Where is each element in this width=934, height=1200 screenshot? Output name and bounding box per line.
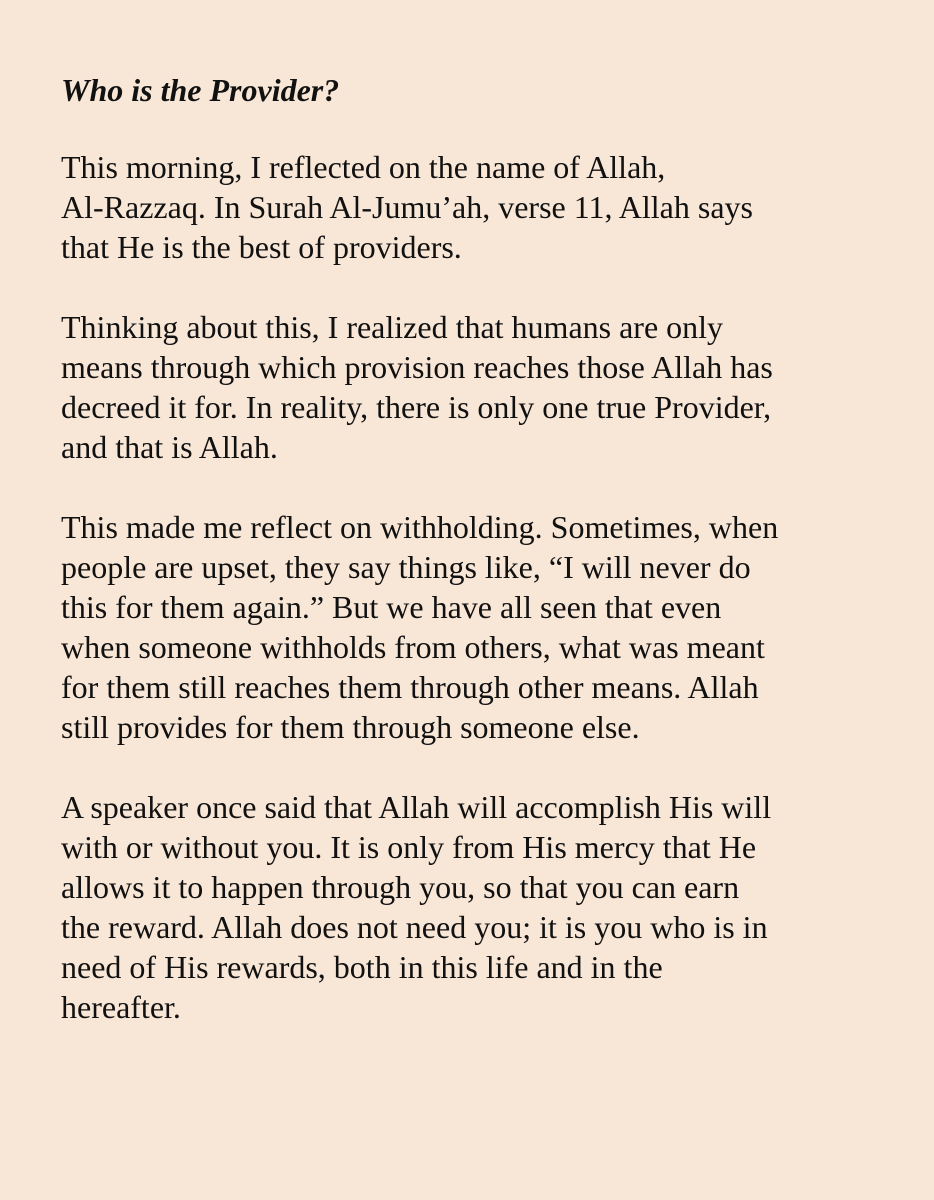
document-title: Who is the Provider? [61, 72, 340, 108]
text-line: and that is Allah. [61, 429, 278, 465]
paragraph-4 [61, 787, 884, 1027]
text-line: hereafter. [61, 989, 181, 1025]
text-line: with or without you. It is only from His mercy that He [61, 829, 757, 865]
text-line: for them still reaches them through other means. Allah [61, 669, 759, 705]
paragraph-1 [61, 147, 884, 267]
text-line: people are upset, they say things like, “I will never do [61, 549, 751, 585]
text-line: this for them again.” But we have all seen that even [61, 589, 722, 625]
text-line: This morning, I reflected on the name of Allah, [61, 149, 666, 185]
text-line: Thinking about this, I realized that humans are only [61, 309, 724, 345]
paragraph-3 [61, 507, 884, 747]
text-line: when someone withholds from others, what was meant [61, 629, 765, 665]
text-line: This made me reflect on withholding. Sometimes, when [61, 509, 779, 545]
text-line: that He is the best of providers. [61, 229, 462, 265]
text-line: A speaker once said that Allah will accomplish His will [61, 789, 772, 825]
paragraph-2 [61, 307, 884, 467]
text-line: allows it to happen through you, so that you can earn [61, 869, 740, 905]
text-line: means through which provision reaches those Allah has [61, 349, 773, 385]
text-line: need of His rewards, both in this life and in the [61, 949, 663, 985]
text-line: still provides for them through someone else. [61, 709, 640, 745]
text-line: the reward. Allah does not need you; it is you who is in [61, 909, 768, 945]
text-line: decreed it for. In reality, there is only one true Provider, [61, 389, 772, 425]
text-line: Al-Razzaq. In Surah Al-Jumu’ah, verse 11, Allah says [61, 189, 753, 225]
